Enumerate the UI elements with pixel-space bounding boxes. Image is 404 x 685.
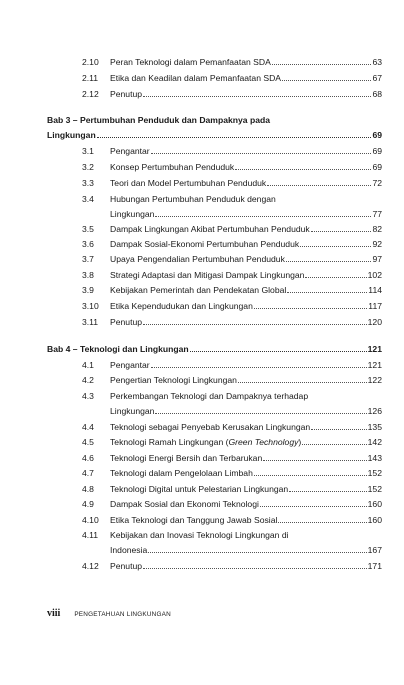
entry-page: 135	[367, 422, 382, 432]
leader-dots	[278, 513, 366, 523]
toc-entry[interactable]	[0, 559, 404, 573]
entry-page: 152	[367, 468, 382, 478]
entry-title: Penutup	[110, 561, 143, 571]
toc-entry[interactable]	[0, 299, 404, 313]
entry-page: 63	[372, 57, 382, 67]
leader-dots	[289, 482, 366, 492]
entry-number: 3.10	[82, 301, 99, 311]
toc-entry[interactable]	[0, 513, 404, 527]
entry-number: 3.3	[82, 178, 94, 188]
leader-dots	[311, 222, 372, 232]
entry-title-italic: Green Technology	[228, 437, 299, 447]
toc-entry[interactable]	[0, 435, 404, 449]
entry-title: Etika Kependudukan dan Lingkungan	[110, 301, 253, 311]
entry-number: 4.4	[82, 422, 94, 432]
leader-dots	[263, 451, 366, 461]
leader-dots	[190, 342, 367, 352]
entry-number: 3.9	[82, 285, 94, 295]
toc-entry[interactable]	[0, 497, 404, 511]
entry-page: 143	[367, 453, 382, 463]
leader-dots	[143, 87, 371, 97]
entry-number: 3.2	[82, 162, 94, 172]
toc-entry[interactable]	[0, 420, 404, 434]
toc-entry-cont[interactable]	[0, 207, 404, 221]
entry-title: Teknologi sebagai Penyebab Kerusakan Lingkungan	[110, 422, 311, 432]
toc-entry[interactable]	[0, 160, 404, 174]
chapter-3-page: 69	[372, 130, 382, 140]
leader-dots	[148, 543, 366, 553]
entry-title: Dampak Sosial-Ekonomi Pertumbuhan Penduduk	[110, 239, 300, 249]
toc-entry[interactable]	[0, 55, 404, 69]
entry-title: Peran Teknologi dalam Pemanfaatan SDA	[110, 57, 271, 67]
entry-page: 117	[368, 301, 382, 311]
leader-dots	[143, 559, 367, 569]
entry-number: 3.8	[82, 270, 94, 280]
entry-page: 82	[372, 224, 382, 234]
entry-number: 2.12	[82, 89, 99, 99]
entry-title-pre: Teknologi Ramah Lingkungan (	[110, 437, 229, 447]
chapter-3-heading-cont[interactable]	[0, 128, 404, 142]
entry-page: 77	[372, 209, 382, 219]
entry-title: Teknologi Energi Bersih dan Terbarukan	[110, 453, 263, 463]
entry-title	[110, 435, 301, 449]
toc-entry[interactable]	[0, 252, 404, 266]
entry-number: 3.6	[82, 239, 94, 249]
entry-number: 3.5	[82, 224, 94, 234]
entry-number: 3.1	[82, 146, 94, 156]
toc-entry[interactable]	[0, 192, 404, 206]
leader-dots	[238, 373, 367, 383]
entry-title-post: )	[298, 437, 302, 447]
entry-page: 167	[367, 545, 382, 555]
leader-dots	[286, 252, 372, 262]
toc-entry[interactable]	[0, 466, 404, 480]
entry-page: 97	[372, 254, 382, 264]
entry-page: 102	[367, 270, 382, 280]
chapter-3-title-line2: Lingkungan	[47, 130, 96, 140]
entry-title: Kebijakan Pemerintah dan Pendekatan Global	[110, 285, 287, 295]
leader-dots	[97, 128, 372, 138]
entry-page: 121	[367, 360, 382, 370]
entry-page: 142	[367, 437, 382, 447]
entry-title: Dampak Lingkungan Akibat Pertumbuhan Penduduk	[110, 224, 310, 234]
running-title: PENGETAHUAN LINGKUNGAN	[74, 611, 171, 618]
leader-dots	[155, 404, 366, 414]
leader-dots	[311, 420, 366, 430]
toc-entry[interactable]	[0, 87, 404, 101]
entry-number: 4.11	[82, 530, 99, 540]
toc-entry[interactable]	[0, 237, 404, 251]
entry-title-line1: Perkembangan Teknologi dan Dampaknya terhadap	[110, 391, 309, 401]
entry-title-line1: Kebijakan dan Inovasi Teknologi Lingkungan di	[110, 530, 289, 540]
entry-number: 4.5	[82, 437, 94, 447]
toc-entry[interactable]	[0, 451, 404, 465]
entry-title-line1: Hubungan Pertumbuhan Penduduk dengan	[110, 194, 276, 204]
toc-entry[interactable]	[0, 482, 404, 496]
leader-dots	[155, 207, 371, 217]
leader-dots	[143, 315, 367, 325]
toc-entry[interactable]	[0, 528, 404, 542]
entry-page: 126	[367, 406, 382, 416]
entry-number: 4.2	[82, 375, 94, 385]
leader-dots	[254, 299, 367, 309]
entry-page: 72	[372, 178, 382, 188]
page-number: viii	[47, 608, 61, 619]
leader-dots	[282, 71, 371, 81]
entry-title: Dampak Sosial dan Ekonomi Teknologi	[110, 499, 259, 509]
entry-title: Pengantar	[110, 360, 150, 370]
toc-entry[interactable]	[0, 389, 404, 403]
leader-dots	[302, 435, 366, 445]
entry-number: 3.4	[82, 194, 94, 204]
entry-title: Lingkungan	[110, 406, 155, 416]
toc-entry-cont[interactable]	[0, 404, 404, 418]
entry-title: Penutup	[110, 89, 143, 99]
toc-entry[interactable]	[0, 71, 404, 85]
entry-page: 160	[367, 515, 382, 525]
entry-number: 4.9	[82, 499, 94, 509]
entry-page: 69	[372, 146, 382, 156]
entry-title: Teknologi dalam Pengelolaan Limbah	[110, 468, 253, 478]
entry-title: Upaya Pengendalian Pertumbuhan Penduduk	[110, 254, 285, 264]
entry-page: 92	[372, 239, 382, 249]
entry-number: 3.11	[82, 317, 99, 327]
chapter-3-heading[interactable]	[0, 113, 404, 127]
entry-title: Teknologi Digital untuk Pelestarian Lingkungan	[110, 484, 289, 494]
entry-title: Konsep Pertumbuhan Penduduk	[110, 162, 235, 172]
entry-page: 171	[367, 561, 382, 571]
entry-number: 4.6	[82, 453, 94, 463]
entry-title: Indonesia	[110, 545, 148, 555]
entry-number: 4.1	[82, 360, 94, 370]
entry-page: 152	[367, 484, 382, 494]
entry-page: 120	[367, 317, 382, 327]
entry-title: Pengantar	[110, 146, 150, 156]
entry-title: Lingkungan	[110, 209, 155, 219]
entry-page: 68	[372, 89, 382, 99]
leader-dots	[235, 160, 371, 170]
entry-title: Etika Teknologi dan Tanggung Jawab Sosial	[110, 515, 278, 525]
leader-dots	[300, 237, 371, 247]
chapter-4-title: Bab 4 – Teknologi dan Lingkungan	[47, 344, 189, 354]
leader-dots	[267, 176, 371, 186]
entry-title: Teori dan Model Pertumbuhan Penduduk	[110, 178, 267, 188]
entry-page: 69	[372, 162, 382, 172]
entry-title: Penutup	[110, 317, 143, 327]
chapter-4-page: 121	[367, 344, 382, 354]
page-footer	[47, 608, 171, 620]
toc-entry[interactable]	[0, 268, 404, 282]
leader-dots	[305, 268, 366, 278]
chapter-4-heading[interactable]	[0, 342, 404, 356]
leader-dots	[287, 283, 367, 293]
entry-title: Etika dan Keadilan dalam Pemanfaatan SDA	[110, 73, 282, 83]
entry-number: 2.10	[82, 57, 99, 67]
entry-title: Strategi Adaptasi dan Mitigasi Dampak Lingkungan	[110, 270, 305, 280]
leader-dots	[254, 466, 367, 476]
entry-number: 2.11	[82, 73, 99, 83]
toc-entry[interactable]	[0, 373, 404, 387]
entry-number: 4.10	[82, 515, 99, 525]
entry-page: 114	[368, 285, 382, 295]
toc-entry-cont[interactable]	[0, 543, 404, 557]
entry-page: 160	[367, 499, 382, 509]
leader-dots	[151, 144, 372, 154]
entry-number: 4.8	[82, 484, 94, 494]
entry-title: Pengertian Teknologi Lingkungan	[110, 375, 237, 385]
leader-dots	[260, 497, 367, 507]
chapter-3-title-line1: Bab 3 – Pertumbuhan Penduduk dan Dampaknya pada	[47, 115, 271, 125]
toc-entry[interactable]	[0, 222, 404, 236]
entry-page: 67	[372, 73, 382, 83]
toc-entry[interactable]	[0, 144, 404, 158]
toc-entry[interactable]	[0, 358, 404, 372]
entry-number: 4.12	[82, 561, 99, 571]
entry-number: 3.7	[82, 254, 94, 264]
leader-dots	[151, 358, 367, 368]
toc-entry[interactable]	[0, 176, 404, 190]
entry-page: 122	[367, 375, 382, 385]
entry-number: 4.3	[82, 391, 94, 401]
toc-entry[interactable]	[0, 315, 404, 329]
entry-number: 4.7	[82, 468, 94, 478]
toc-entry[interactable]	[0, 283, 404, 297]
leader-dots	[272, 55, 372, 65]
